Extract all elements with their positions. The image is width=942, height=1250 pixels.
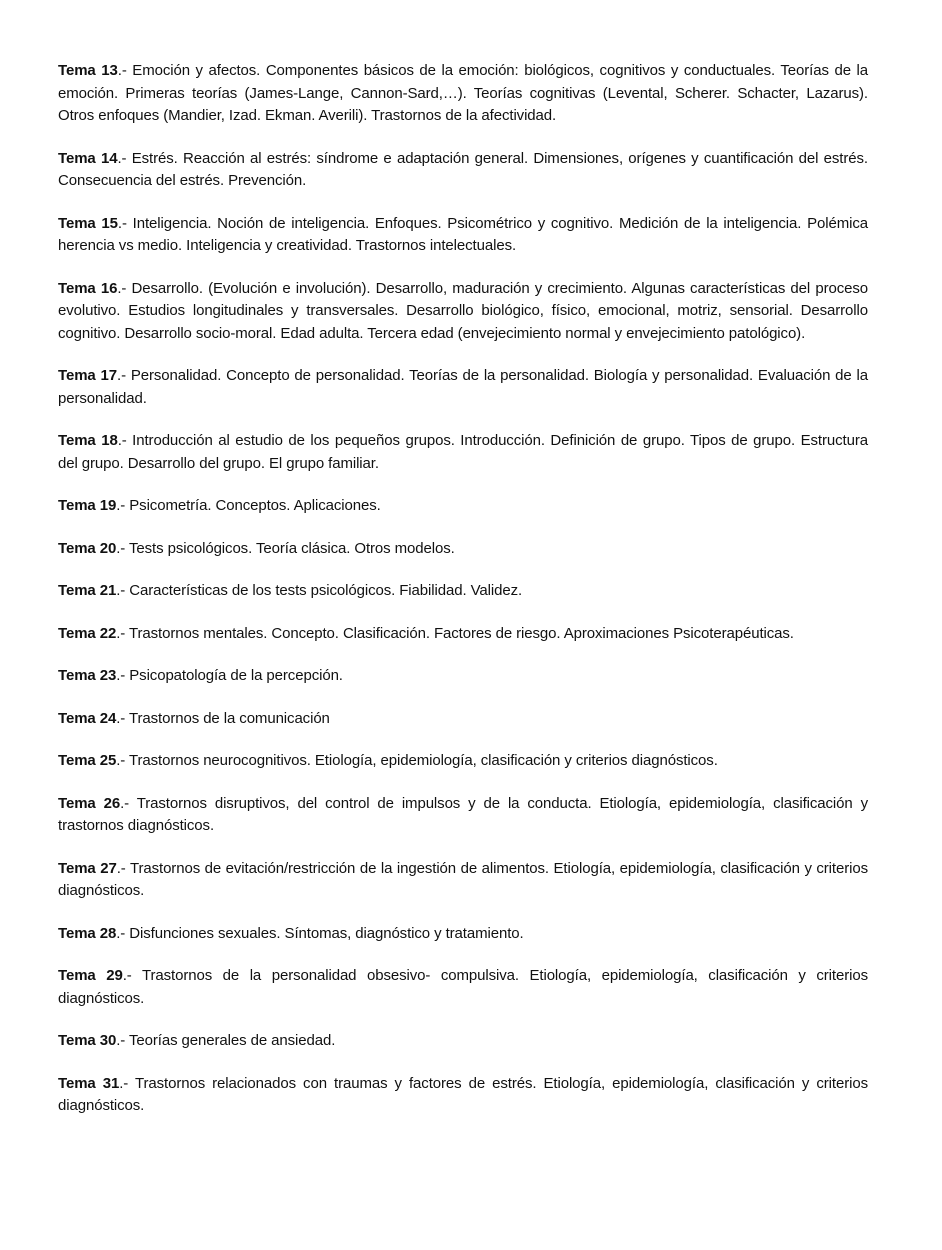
tema-item <box>58 213 868 258</box>
tema-number: Tema 23 <box>58 667 117 684</box>
tema-item <box>58 538 868 561</box>
tema-number: Tema 21 <box>58 582 117 599</box>
tema-item <box>58 965 868 1010</box>
tema-number: Tema 15 <box>58 214 118 232</box>
tema-text: .- Tests psicológicos. Teoría clásica. Otros modelos. <box>116 539 455 557</box>
tema-text: .- Trastornos neurocognitivos. Etiología, epidemiología, clasificación y criterios diagnósticos. <box>116 752 718 769</box>
tema-text: .- Desarrollo. (Evolución e involución). Desarrollo, maduración y crecimiento. Algunas características del proceso evolutivo. Estudios longitudinales y transversales. Desarrollo biológico, físico, emocional, motriz, sensorial. Desarrollo cognitivo. Desarrollo socio-moral. Edad adulta. Tercera edad (envejecimiento normal y envejecimiento patológico). <box>58 279 868 342</box>
tema-text: .- Introducción al estudio de los pequeños grupos. Introducción. Definición de grupo. Tipos de grupo. Estructura del grupo. Desarrollo del grupo. El grupo familiar. <box>58 432 868 472</box>
tema-number: Tema 29 <box>58 967 123 984</box>
tema-number: Tema 13 <box>58 62 118 79</box>
tema-item <box>58 580 868 603</box>
tema-item <box>58 793 868 838</box>
tema-text: .- Características de los tests psicológicos. Fiabilidad. Validez. <box>116 582 523 599</box>
tema-number: Tema 14 <box>58 149 118 167</box>
tema-text: .- Trastornos de evitación/restricción de la ingestión de alimentos. Etiología, epidemiología, clasificación y criterios diagnósticos. <box>58 859 868 899</box>
tema-text: .- Psicopatología de la percepción. <box>116 667 343 684</box>
tema-item <box>58 495 868 518</box>
tema-number: Tema 22 <box>58 624 117 642</box>
tema-item <box>58 858 868 903</box>
tema-text: .- Emoción y afectos. Componentes básicos de la emoción: biológicos, cognitivos y conductuales. Teorías de la emoción. Primeras teorías (James-Lange, Cannon-Sard,…). Teorías cognitivas (Levental, Scherer. Schacter, Lazarus). Otros enfoques (Mandier, Izad. Ekman. Averili). Trastornos de la afectividad. <box>58 62 868 124</box>
tema-item <box>58 60 868 128</box>
tema-text: .- Trastornos relacionados con traumas y factores de estrés. Etiología, epidemiología, clasificación y criterios diagnósticos. <box>58 1074 868 1114</box>
tema-number: Tema 30 <box>58 1032 117 1049</box>
tema-number: Tema 28 <box>58 924 117 942</box>
tema-number: Tema 20 <box>58 539 117 557</box>
tema-item <box>58 750 868 773</box>
tema-item <box>58 665 868 688</box>
tema-number: Tema 16 <box>58 279 118 297</box>
tema-item <box>58 278 868 346</box>
tema-number: Tema 24 <box>58 709 117 727</box>
tema-number: Tema 25 <box>58 752 117 769</box>
tema-item <box>58 365 868 410</box>
tema-text: .- Estrés. Reacción al estrés: síndrome e adaptación general. Dimensiones, orígenes y cuantificación del estrés. Consecuencia del estrés. Prevención. <box>58 149 868 189</box>
tema-number: Tema 26 <box>58 794 121 812</box>
tema-item <box>58 923 868 946</box>
tema-item <box>58 430 868 475</box>
tema-text: .- Trastornos de la comunicación <box>116 709 330 727</box>
tema-item <box>58 708 868 731</box>
tema-text: .- Trastornos de la personalidad obsesivo- compulsiva. Etiología, epidemiología, clasificación y criterios diagnósticos. <box>58 967 868 1007</box>
tema-item <box>58 148 868 193</box>
tema-text: .- Disfunciones sexuales. Síntomas, diagnóstico y tratamiento. <box>116 924 524 942</box>
tema-number: Tema 27 <box>58 859 117 877</box>
tema-text: .- Teorías generales de ansiedad. <box>116 1032 336 1049</box>
tema-item <box>58 623 868 646</box>
tema-number: Tema 19 <box>58 497 117 514</box>
tema-text: .- Trastornos mentales. Concepto. Clasificación. Factores de riesgo. Aproximaciones Psicoterapéuticas. <box>116 624 794 642</box>
tema-number: Tema 31 <box>58 1074 120 1092</box>
tema-text: .- Personalidad. Concepto de personalidad. Teorías de la personalidad. Biología y personalidad. Evaluación de la personalidad. <box>58 367 868 407</box>
tema-text: .- Inteligencia. Noción de inteligencia. Enfoques. Psicométrico y cognitivo. Medición de la inteligencia. Polémica herencia vs medio. Inteligencia y creatividad. Trastornos intelectuales. <box>58 214 868 254</box>
tema-item <box>58 1073 868 1118</box>
tema-number: Tema 18 <box>58 432 118 449</box>
tema-item <box>58 1030 868 1053</box>
tema-text: .- Psicometría. Conceptos. Aplicaciones. <box>116 497 381 514</box>
tema-text: .- Trastornos disruptivos, del control de impulsos y de la conducta. Etiología, epidemiología, clasificación y trastornos diagnósticos. <box>58 794 868 834</box>
tema-number: Tema 17 <box>58 367 118 384</box>
document-page <box>58 60 868 1138</box>
